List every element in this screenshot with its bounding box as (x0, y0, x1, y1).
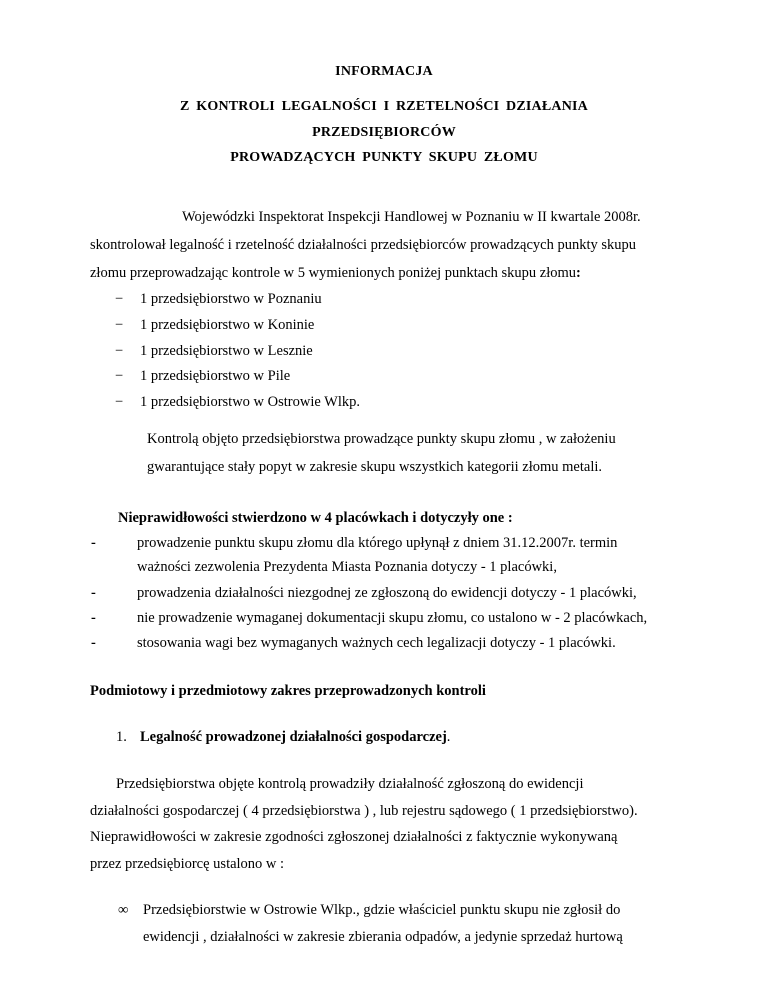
list-item: 1 przedsiębiorstwo w Pile (140, 368, 291, 384)
document-subtitle-line-3: PROWADZĄCYCH PUNKTY SKUPU ZŁOMU (230, 150, 538, 165)
document-subtitle-line-1: Z KONTROLI LEGALNOŚCI I RZETELNOŚCI DZIAŁANIA (180, 99, 588, 114)
irregularity-item-1-line-2: ważności zezwolenia Prezydenta Miasta Poznania dotyczy - 1 placówki, (137, 559, 557, 575)
intro-line-1: Wojewódzki Inspektorat Inspekcji Handlowej w Poznaniu w II kwartale 2008r. (182, 209, 641, 225)
body-line-2: działalności gospodarczej ( 4 przedsiębiorstwa ) , lub rejestru sądowego ( 1 przedsiębiorstwo). (90, 803, 638, 819)
body-line-1: Przedsiębiorstwa objęte kontrolą prowadziły działalność zgłoszoną do ewidencji (116, 776, 584, 792)
irregularity-item-1-line-1: prowadzenie punktu skupu złomu dla którego upłynął z dniem 31.12.2007r. termin (137, 535, 618, 551)
section-item-title: Legalność prowadzonej działalności gospodarczej. (140, 729, 451, 745)
intro-line-2: skontrolował legalność i rzetelność działalności przedsiębiorców prowadzących punkty skupu (90, 237, 636, 253)
irregularity-marker: - (91, 610, 96, 626)
irregularities-heading: Nieprawidłowości stwierdzono w 4 placówkach i dotyczyły one : (118, 510, 513, 526)
list-marker: − (115, 394, 124, 410)
list-marker: − (115, 291, 124, 307)
scope-line-2: gwarantujące stały popyt w zakresie skupu wszystkich kategorii złomu metali. (147, 459, 603, 475)
bullet-line-2: ewidencji , działalności w zakresie zbierania odpadów, a jedynie sprzedaż hurtową (143, 929, 623, 945)
section-heading: Podmiotowy i przedmiotowy zakres przeprowadzonych kontroli (90, 683, 486, 699)
bullet-line-1: Przedsiębiorstwie w Ostrowie Wlkp., gdzie właściciel punktu skupu nie zgłosił do (143, 902, 621, 918)
body-line-3: Nieprawidłowości w zakresie zgodności zgłoszonej działalności z faktycznie wykonywaną (90, 829, 618, 845)
document-title: INFORMACJA (335, 64, 433, 79)
body-line-4: przez przedsiębiorcę ustalono w : (90, 856, 285, 872)
document-subtitle-line-2: PRZEDSIĘBIORCÓW (312, 125, 456, 140)
list-marker: − (115, 343, 124, 359)
irregularity-marker: - (91, 635, 96, 651)
intro-line-3: złomu przeprowadzając kontrole w 5 wymienionych poniżej punktach skupu złomu: (90, 265, 581, 281)
scope-line-1: Kontrolą objęto przedsiębiorstwa prowadzące punkty skupu złomu , w założeniu (147, 431, 616, 447)
list-item: 1 przedsiębiorstwo w Ostrowie Wlkp. (140, 394, 361, 410)
list-item: 1 przedsiębiorstwo w Koninie (140, 317, 315, 333)
irregularity-item-3: nie prowadzenie wymaganej dokumentacji skupu złomu, co ustalono w - 2 placówkach, (137, 610, 648, 626)
irregularity-item-4: stosowania wagi bez wymaganych ważnych cech legalizacji dotyczy - 1 placówki. (137, 635, 616, 651)
infinity-bullet-marker: ∞ (118, 902, 129, 918)
irregularity-item-2: prowadzenia działalności niezgodnej ze zgłoszoną do ewidencji dotyczy - 1 placówki, (137, 585, 637, 601)
list-marker: − (115, 317, 124, 333)
irregularity-marker: - (91, 535, 96, 551)
list-item: 1 przedsiębiorstwo w Lesznie (140, 343, 313, 359)
section-item-number: 1. (116, 729, 127, 745)
list-item: 1 przedsiębiorstwo w Poznaniu (140, 291, 322, 307)
irregularity-marker: - (91, 585, 96, 601)
list-marker: − (115, 368, 124, 384)
